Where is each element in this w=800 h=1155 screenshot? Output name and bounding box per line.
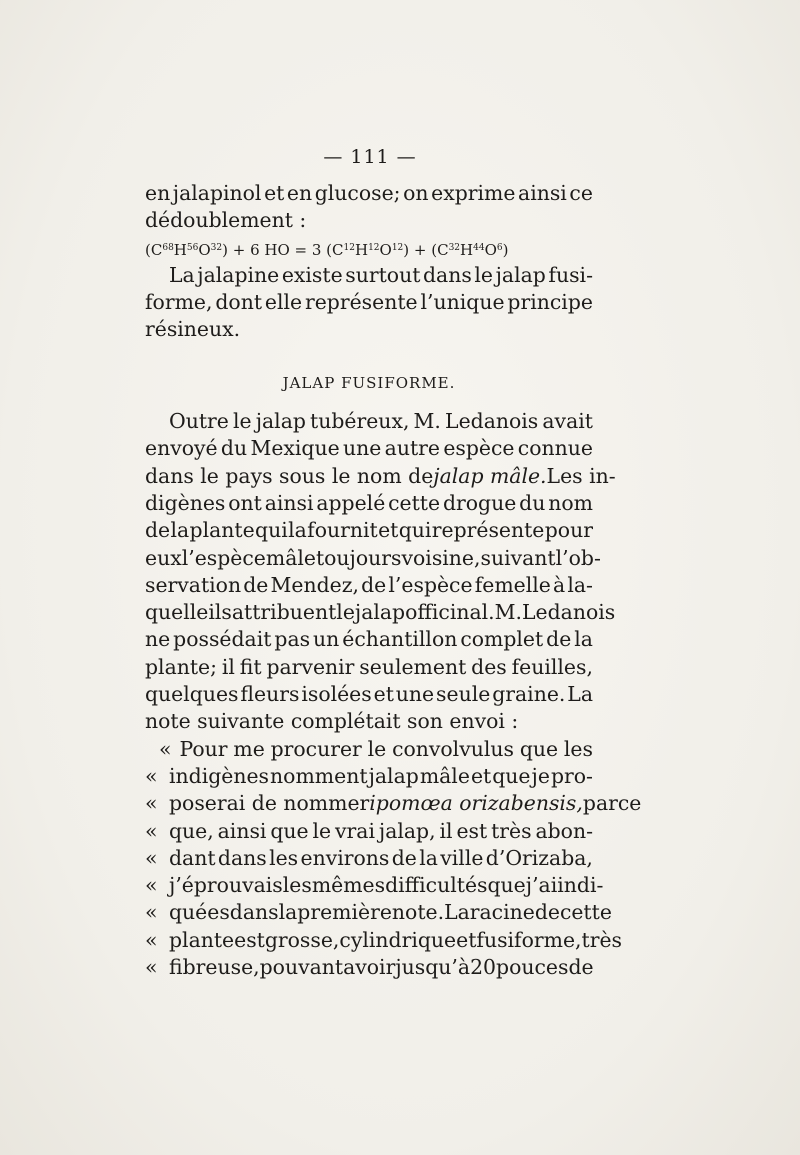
guillemet: « [159,736,172,761]
text-segment: poserai de nommer [169,791,370,816]
quote-line [145,790,642,817]
paragraph-2 [145,262,593,344]
guillemet: « [145,763,158,788]
paragraph-1 [145,180,593,235]
text-line: eux l’espèce mâle toujours voisine, suivant l’ob- [145,545,601,570]
chemical-formula [145,235,593,262]
quote-line: « dant dans les environs de la ville d’Orizaba, [145,845,593,872]
guillemet: « [145,927,158,952]
text-line: en jalapinol et en glucose; on exprime ainsi ce [145,181,593,205]
quote-line: « fibreuse, pouvant avoir jusqu’à 20 pouces de [145,954,593,981]
text-line [145,463,616,490]
guillemet: « [145,818,158,843]
quote-line: « indigènes nomment jalap mâle et que je pro- [145,763,593,790]
section-heading: JALAP FUSIFORME. [282,373,456,392]
page-number: — 111 — [323,146,417,168]
body-text [145,180,642,981]
text-line: quelques fleurs isolées et une seule graine. La [145,682,593,707]
quotation [145,736,642,982]
formula-text: $(C^{68}H^{56}O^{32}) + 6$ HO = 3 $(C^{12}H^{12}O^{12}) + (C^{32}H^{44}O^6)$ [145,240,509,259]
text-line: de la plante qui la fournit et qui représente pour [145,518,593,543]
text-line: La jalapine existe surtout dans le jalap fusi- [169,262,593,287]
paragraph-3 [145,408,616,736]
text-line: résineux. [145,317,241,342]
text-line: ne possédait pas un échantillon complet de la [145,627,593,652]
text-segment: parce [582,791,642,816]
text-line: forme, dont elle représente l’unique principe [145,290,593,315]
text-line: digènes ont ainsi appelé cette drogue du nom [145,490,593,515]
guillemet: « [145,791,158,816]
text-line: servation de Mendez, de l’espèce femelle à la- [145,572,593,597]
text-segment: dans le pays sous le nom de [145,463,434,488]
text-segment: Les in- [546,463,616,488]
italic-term: ipomœa orizabensis, [369,791,583,816]
text-line: plante; il fit parvenir seulement des feuilles, [145,654,593,679]
text-line: note suivante complétait son envoi : [145,709,519,734]
guillemet: « [145,873,158,898]
quote-line: « que, ainsi que le vrai jalap, il est très abon- [145,818,593,845]
guillemet: « [145,955,158,980]
quote-line: « j’éprouvais les mêmes difficultés que j’ai indi- [145,872,593,899]
text-line: dédoublement : [145,208,307,233]
text-line: quelle ils attribuent le jalap officinal. M. Ledanois [145,600,616,625]
quote-line: « Pour me procurer le convolvulus que les [145,736,593,763]
text-line: Outre le jalap tubéreux, M. Ledanois avait [169,409,593,434]
guillemet: « [145,845,158,870]
italic-term: jalap mâle. [433,463,547,488]
text-line: envoyé du Mexique une autre espèce connue [145,436,593,461]
quote-line: « plante est grosse, cylindrique et fusiforme, très [145,927,593,954]
guillemet: « [145,900,158,925]
quote-line: « quées dans la première note. La racine de cette [145,899,593,926]
